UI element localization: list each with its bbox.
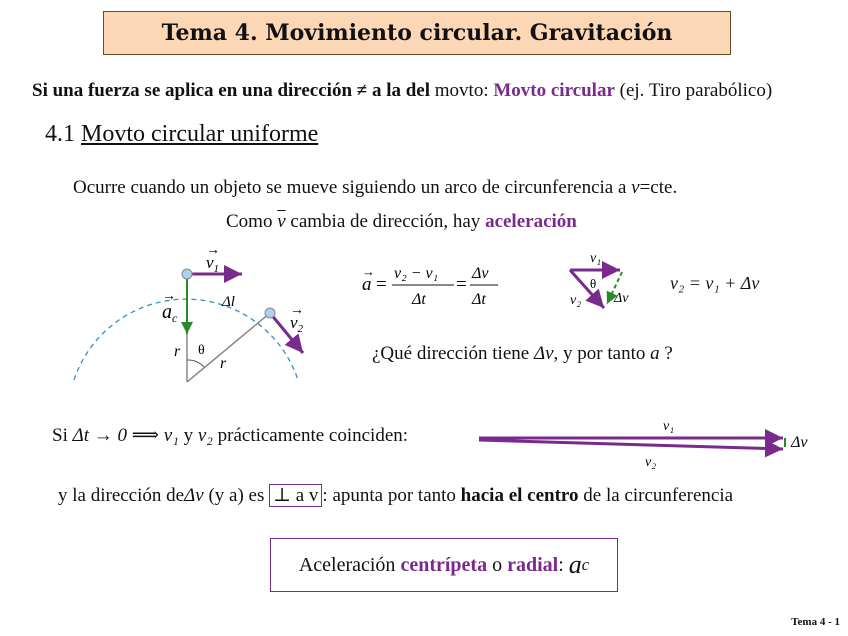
label-dl: Δl <box>222 294 235 310</box>
limit-v2: v₂ <box>197 425 213 446</box>
intro-highlight: Movto circular <box>493 80 615 101</box>
vector-triangle <box>560 244 650 319</box>
point-2 <box>265 308 275 318</box>
intro-plain: movto: <box>434 80 489 101</box>
question-dv: Δv <box>533 343 554 364</box>
limit-v1: v₁ <box>163 425 179 446</box>
formula-num2: Δv <box>472 265 489 282</box>
limit-y: y <box>183 425 194 446</box>
question <box>372 343 673 365</box>
limit-text: prácticamente coinciden: <box>217 425 409 446</box>
intro-line <box>32 80 772 102</box>
intro-bold: Si una fuerza se aplica en una dirección ≠ a la del <box>32 80 431 101</box>
formula-eq: = <box>376 274 387 295</box>
limit-lead: Si <box>52 425 68 446</box>
final-ac-sub: c <box>581 555 590 574</box>
formula-eq2: = <box>456 274 467 295</box>
tri-label-dv: Δv <box>614 291 629 306</box>
limit-line <box>52 424 408 447</box>
tri-label-v2: v₂ <box>570 293 582 308</box>
formula-den2: Δt <box>472 291 486 308</box>
final-colon: : <box>558 553 564 576</box>
ac-overarrow: → <box>162 289 176 304</box>
direction-line <box>58 484 733 507</box>
final-c1: centrípeta <box>400 553 488 576</box>
final-lead: Aceleración <box>298 553 396 576</box>
label-r2: r <box>220 355 227 372</box>
dir-paren: (y a) <box>208 485 244 506</box>
v2-overarrow: → <box>290 303 304 318</box>
section-title: Movto circular uniforme <box>81 121 319 147</box>
dir-bold: hacia el centro <box>460 485 579 506</box>
label-v1: $v_1$ <box>206 253 220 275</box>
vector-relation: v₂ = v₁ + Δv <box>670 273 760 293</box>
acceleration-formula <box>358 254 508 314</box>
point-1 <box>182 269 192 279</box>
angle-arc <box>187 360 204 367</box>
conclusion-box <box>270 538 618 592</box>
p2-highlight: aceleración <box>485 211 577 232</box>
section-heading <box>45 121 318 148</box>
section-number: 4.1 <box>45 121 75 147</box>
coincident-label-dv: Δv <box>791 434 808 451</box>
formula-num: v₂ − v₁ <box>394 265 439 282</box>
label-ac: $a_c$ <box>162 301 178 325</box>
dir-lead: y la dirección de <box>58 485 185 506</box>
tri-label-v1: v₁ <box>590 251 602 266</box>
p1-var: v <box>631 177 640 198</box>
dir-tail: de la circunferencia <box>583 485 734 506</box>
question-end: ? <box>664 343 673 364</box>
question-mid: , y por tanto <box>553 343 646 364</box>
page-title: Tema 4. Movimiento circular. Gravitación <box>103 11 731 55</box>
final-o: o <box>492 553 503 576</box>
final-ac: a <box>568 550 582 579</box>
formula-lhs: a <box>362 274 372 295</box>
dir-colon-text: : apunta por tanto <box>322 485 456 506</box>
label-v2: $v_2$ <box>290 313 304 335</box>
v1-overarrow: → <box>206 243 220 258</box>
circular-motion-diagram <box>60 240 320 390</box>
coincident-vectors <box>475 414 825 474</box>
intro-tail: (ej. Tiro parabólico) <box>619 80 773 101</box>
paragraph-2 <box>226 211 577 233</box>
page-footer: Tema 4 - 1 <box>791 616 840 628</box>
coincident-v2 <box>479 440 783 449</box>
paragraph-1 <box>73 177 677 199</box>
p2-var: $\overline{v}$ <box>277 211 286 232</box>
dir-dv: Δv <box>184 485 204 506</box>
question-a: a <box>650 343 660 364</box>
p2-text: cambia de dirección, hay <box>290 211 481 232</box>
coincident-label-v2: v₂ <box>645 455 657 470</box>
tri-label-theta: θ <box>590 276 597 291</box>
formula-den1: Δt <box>412 291 426 308</box>
dir-es: es <box>248 485 265 506</box>
p2-lead: Como <box>226 211 273 232</box>
final-c2: radial <box>507 553 559 576</box>
coincident-label-v1: v₁ <box>663 419 675 434</box>
svg-text:→: → <box>362 264 375 279</box>
limit-expr: Δt → 0 ⟹ <box>72 425 160 446</box>
dir-perp: ⊥ a v <box>269 484 322 507</box>
question-text: ¿Qué dirección tiene <box>372 343 530 364</box>
p1-text: Ocurre cuando un objeto se mueve siguiendo un arco de circunferencia a <box>73 177 627 198</box>
label-r1: r <box>174 343 181 360</box>
label-theta: θ <box>198 343 205 358</box>
p1-tail: =cte. <box>639 177 678 198</box>
